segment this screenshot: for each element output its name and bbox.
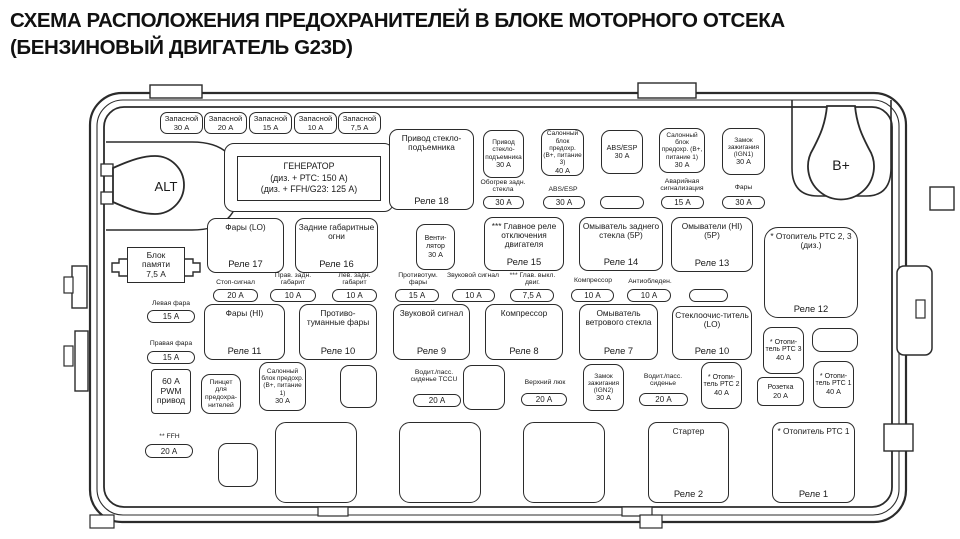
- fuse-abs-esp-2: 30 А: [543, 196, 585, 209]
- fuse-memory-block: Блок памяти 7,5 А: [127, 247, 185, 283]
- fuse-cabin-block-feed3: Салонный блок предохр. (B+, питание 3) 40 А: [541, 129, 584, 176]
- empty-fuse-slot-top: [600, 196, 644, 209]
- alt-terminal-label: ALT: [154, 179, 178, 194]
- fuse-label-right-rear-marker: Прав. задн. габарит: [274, 272, 312, 287]
- fuse-label-ffh: ** FFH: [159, 433, 180, 440]
- fuse-socket: Розетка 20 А: [757, 377, 804, 406]
- fuse-puller-box: Пинцет для предохра- нителей: [201, 374, 241, 414]
- fuse-right-headlamp: 15 А: [147, 351, 195, 364]
- fuse-foglamps: 15 А: [395, 289, 439, 302]
- fuse-left-headlamp: 15 А: [147, 310, 195, 323]
- empty-fuse-slot-4: [218, 443, 258, 487]
- generator-title: ГЕНЕРАТОР: [283, 160, 335, 171]
- fuse-main-engine-switch: 7,5 А: [510, 289, 554, 302]
- fuse-seat-tccu: 20 А: [413, 394, 461, 407]
- fuse-headlamps: 30 А: [722, 196, 765, 209]
- relay-16: Задние габаритные огни Реле 16: [295, 218, 378, 273]
- relay-17: Фары (LO) Реле 17: [207, 218, 284, 273]
- relay-10-foglamps: Противо-туманные фары Реле 10: [299, 304, 377, 360]
- empty-relay-slot-2: [399, 422, 481, 503]
- fuse-seats: 20 А: [639, 393, 688, 406]
- empty-fuse-slot-3: [812, 328, 858, 352]
- fuse-right-rear-marker: 10 А: [270, 289, 316, 302]
- spare-fuse-30: Запасной 30 А: [160, 112, 203, 134]
- fuse-label-left-rear-marker: Лев. задн. габарит: [338, 272, 371, 287]
- generator-spec2: (диз. + FFH/G23: 125 А): [260, 184, 358, 195]
- empty-relay-slot-3: [523, 422, 605, 503]
- relay-10-wiper: Стеклоочис-титель (LO) Реле 10: [672, 306, 752, 360]
- fuse-window-drive: Привод стекло-подъемника 30 А: [483, 130, 524, 178]
- relay-8: Компрессор Реле 8: [485, 304, 563, 360]
- generator-box: [237, 156, 381, 201]
- spare-fuse-20: Запасной 20 А: [204, 112, 247, 134]
- fuse-label-headlamps: Фары: [734, 184, 753, 191]
- fuse-label-rear-defrost: Обогрев задн. стекла: [480, 179, 526, 194]
- fuse-hazard: 15 А: [661, 196, 704, 209]
- fuse-label-deicer: Антиобледен.: [628, 278, 672, 285]
- fuse-ign1: Замок зажигания (IGN1) 30 А: [722, 128, 765, 175]
- page-title-line1: СХЕМА РАСПОЛОЖЕНИЯ ПРЕДОХРАНИТЕЛЕЙ В БЛОКЕ МОТОРНОГО ОТСЕКА: [10, 9, 785, 32]
- fuse-label-horn: Звуковой сигнал: [447, 272, 499, 279]
- fuse-left-rear-marker: 10 А: [332, 289, 377, 302]
- empty-fuse-slot-1: [340, 365, 377, 408]
- fuse-label-seat-tccu: Водит./пасс. сиденье TCCU: [410, 369, 458, 384]
- spare-fuse-7-5: Запасной 7,5 А: [338, 112, 381, 134]
- fuse-label-foglamps: Противотум. фары: [398, 272, 438, 287]
- fuse-deicer: 10 А: [627, 289, 671, 302]
- spare-fuse-10: Запасной 10 А: [294, 112, 337, 134]
- relay-9: Звуковой сигнал Реле 9: [393, 304, 470, 360]
- fuse-label-left-headlamp: Левая фара: [151, 300, 191, 307]
- relay-1-ptc1: * Отопитель РТС 1 Реле 1: [772, 422, 855, 503]
- fuse-label-main-engine-switch: *** Глав. выкл. двиг.: [509, 272, 556, 287]
- bplus-terminal-label: B+: [832, 157, 850, 173]
- empty-relay-slot-1: [275, 422, 357, 503]
- fuse-label-abs-esp: ABS/ESP: [548, 186, 578, 193]
- fuse-horn: 10 А: [452, 289, 495, 302]
- fuse-label-stop-signal: Стоп-сигнал: [216, 279, 255, 286]
- fuse-rear-defrost: 30 А: [483, 196, 524, 209]
- fuse-label-seats: Водит./пасс. сиденье: [643, 373, 683, 388]
- fuse-sunroof: 20 А: [521, 393, 567, 406]
- relay-2-starter: Стартер Реле 2: [648, 422, 729, 503]
- fuse-label-compressor: Компрессор: [573, 277, 613, 284]
- fuse-stop-signal: 20 А: [213, 289, 258, 302]
- mounting-tab-center: [638, 83, 696, 98]
- relay-11: Фары (HI) Реле 11: [204, 304, 285, 360]
- fuse-label-hazard: Аварийная сигнализация: [660, 178, 704, 193]
- fuse-compressor: 10 А: [571, 289, 614, 302]
- empty-fuse-slot-2: [463, 365, 505, 410]
- relay-15: *** Главное реле отключения двигателя Реле 15: [484, 217, 564, 271]
- mounting-tab-left: [150, 85, 202, 98]
- relay-14: Омыватель заднего стекла (5Р) Реле 14: [579, 217, 663, 271]
- relay-12: * Отопитель РТС 2, 3 (диз.) Реле 12: [764, 227, 858, 318]
- empty-fuse-slot-mid: [689, 289, 728, 302]
- generator-spec1: (диз. + РТС: 150 А): [270, 172, 348, 183]
- fuse-cabin-block-feed1-lower: Салонный блок предохр. (B+, питание 1) 30 А: [259, 362, 306, 411]
- pwm-drive-box: 60 А PWM привод: [151, 369, 191, 414]
- page-title-line2: (БЕНЗИНОВЫЙ ДВИГАТЕЛЬ G23D): [10, 36, 353, 60]
- fuse-ptc3: * Отопи- тель РТС 3 40 А: [763, 327, 804, 374]
- spare-fuse-15: Запасной 15 А: [249, 112, 292, 134]
- bplus-terminal: [808, 106, 874, 199]
- relay-13: Омыватели (HI) (5Р) Реле 13: [671, 217, 753, 272]
- fuse-fan: Венти- лятор 30 А: [416, 224, 455, 270]
- fuse-label-right-headlamp: Правая фара: [149, 340, 193, 347]
- fuse-cabin-block-feed1: Салонный блок предохр. (B+, питание 1) 30 А: [659, 128, 705, 173]
- fuse-ign2: Замок зажигания (IGN2) 30 А: [583, 364, 624, 411]
- fuse-label-sunroof: Верхний люк: [524, 379, 566, 386]
- relay-18: Привод стекло-подъемника Реле 18: [389, 129, 474, 210]
- fuse-ffh: 20 А: [145, 444, 193, 458]
- fuse-ptc2: * Отопи- тель РТС 2 40 А: [701, 362, 742, 409]
- fuse-abs-esp: ABS/ESP 30 А: [601, 130, 643, 174]
- relay-7: Омыватель ветрового стекла Реле 7: [579, 304, 658, 360]
- fuse-ptc1: * Отопи- тель РТС 1 40 А: [813, 361, 854, 408]
